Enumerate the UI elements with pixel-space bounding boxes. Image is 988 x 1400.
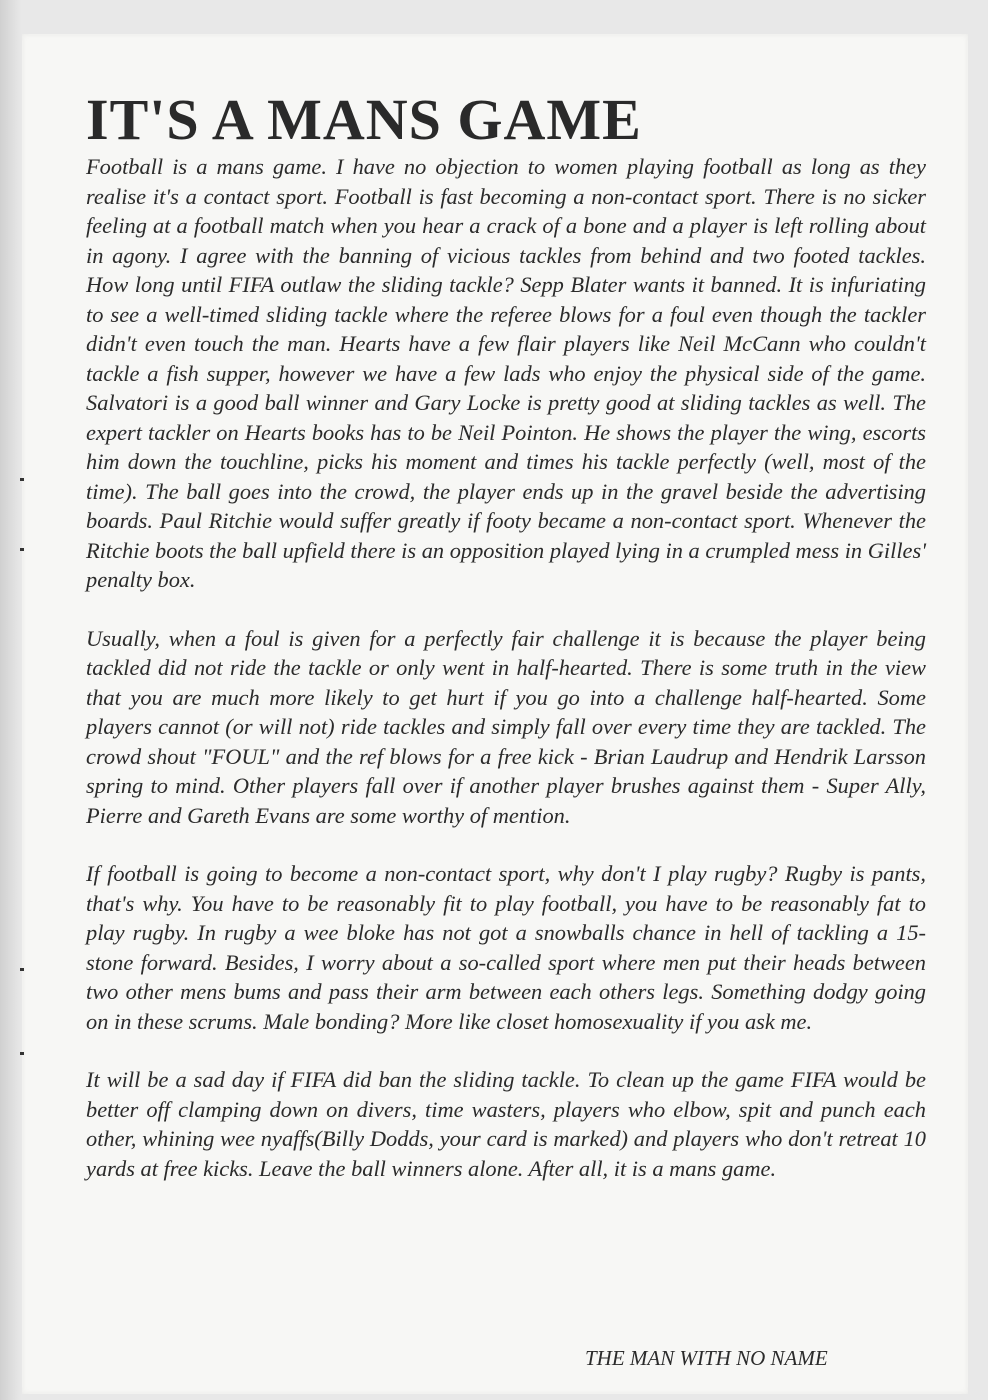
page-binding-edge (0, 0, 22, 1400)
margin-mark (20, 1052, 24, 1055)
margin-mark (20, 478, 24, 481)
article-paragraph: Football is a mans game. I have no objection to women playing football as long as they realise it's a contact sport. Football is fast becoming a non-contact sport. There is no sicker feeling at a football match when you hear a crack of a bone and a player is left rolling about in agony. I agree with the banning of vicious tackles from behind and two footed tackles. How long until FIFA outlaw the sliding tackle? Sepp Blater wants it banned. It is infuriating to see a well-timed sliding tackle where the referee blows for a foul even though the tackler didn't even touch the man. Hearts have a few flair players like Neil McCann who couldn't tackle a fish supper, however we have a few lads who enjoy the physical side of the game. Salvatori is a good ball winner and Gary Locke is pretty good at sliding tackles as well. The expert tackler on Hearts books has to be Neil Pointon. He shows the player the wing, escorts him down the touchline, picks his moment and times his tackle perfectly (well, most of the time). The ball goes into the crowd, the player ends up in the gravel beside the advertising boards. Paul Ritchie would suffer greatly if footy became a non-contact sport. Whenever the Ritchie boots the ball upfield there is an opposition played lying in a crumpled mess in Gilles' penalty box. (86, 154, 926, 592)
article-title: IT'S A MANS GAME (86, 87, 642, 152)
article-paragraph: It will be a sad day if FIFA did ban the sliding tackle. To clean up the game FIFA would be better off clamping down on divers, time wasters, players who elbow, spit and punch each other, whining wee nyaffs(Billy Dodds, your card is marked) and players who don't retreat 10 yards at free kicks. Leave the ball winners alone. After all, it is a mans game. (86, 1067, 926, 1181)
article-paragraph: Usually, when a foul is given for a perfectly fair challenge it is because the player being tackled did not ride the tackle or only went in half-hearted. There is some truth in the view that you are much more likely to get hurt if you go into a challenge half-hearted. Some players cannot (or will not) ride tackles and simply fall over every time they are tackled. The crowd shout "FOUL" and the ref blows for a free kick - Brian Laudrup and Hendrik Larsson spring to mind. Other players fall over if another player brushes against them - Super Ally, Pierre and Gareth Evans are some worthy of mention. (86, 625, 926, 828)
article-body (86, 152, 926, 1212)
margin-mark (20, 968, 24, 971)
margin-mark (20, 548, 24, 551)
author-signature: THE MAN WITH NO NAME (585, 1346, 828, 1370)
article-paragraph: If football is going to become a non-contact sport, why don't I play rugby? Rugby is pants, that's why. You have to be reasonably fit to play football, you have to be reasonably fat to play rugby. In rugby a wee bloke has not got a snowballs chance in hell of tackling a 15-stone forward. Besides, I worry about a so-called sport where men put their heads between two other mens bums and pass their arm between each others legs. Something dodgy going on in these scrums. Male bonding? More like closet homosexuality if you ask me. (86, 861, 926, 1034)
